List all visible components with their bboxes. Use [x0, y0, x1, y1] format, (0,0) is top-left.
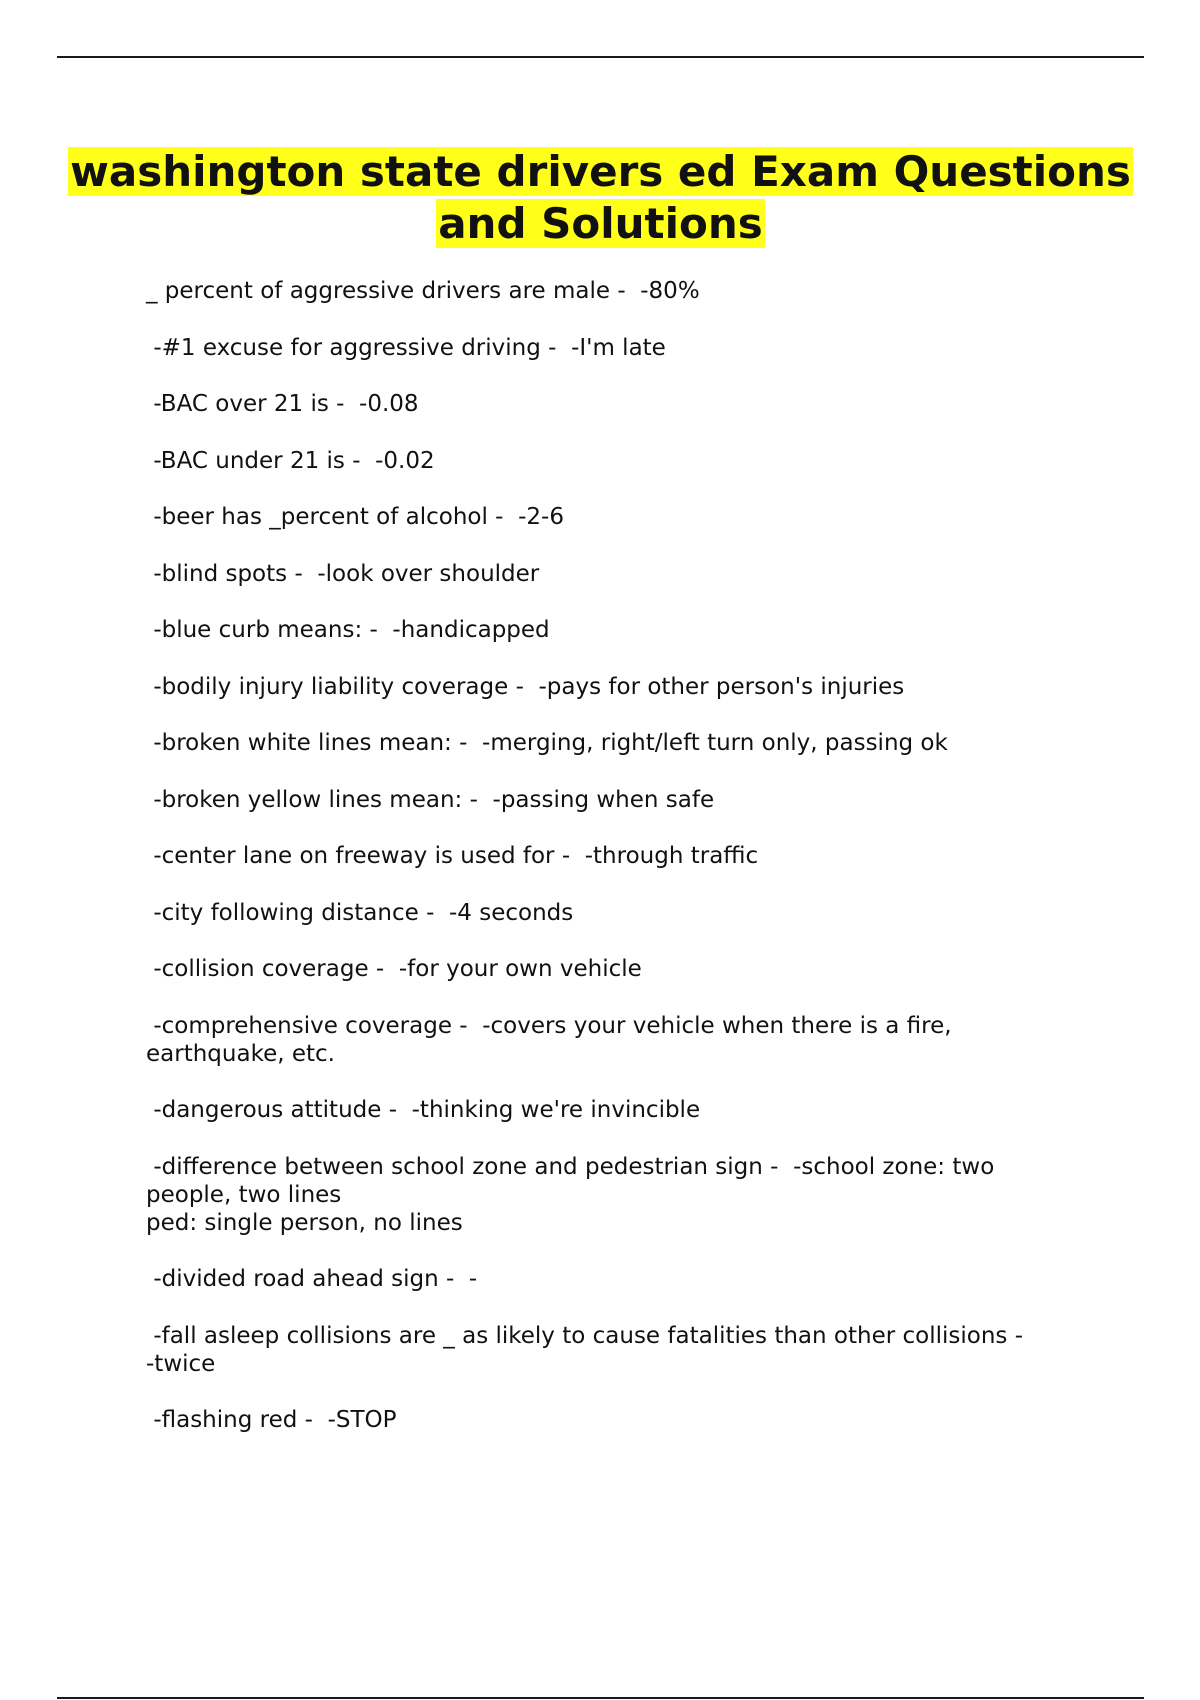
qa-item: -city following distance - -4 seconds: [146, 899, 574, 926]
qa-item: -bodily injury liability coverage - -pays for other person's injuries: [146, 673, 905, 700]
qa-item: -#1 excuse for aggressive driving - -I'm late: [146, 334, 666, 361]
qa-item: -fall asleep collisions are _ as likely to cause fatalities than other collisions - -twice: [146, 1322, 1023, 1377]
qa-item: -divided road ahead sign - -: [146, 1266, 478, 1292]
qa-item: -BAC over 21 is - -0.08: [146, 391, 419, 417]
qa-item: -dangerous attitude - -thinking we're invincible: [146, 1097, 701, 1123]
top-rule: [57, 56, 1144, 58]
qa-item: _ percent of aggressive drivers are male - -80%: [146, 278, 700, 304]
qa-item: -difference between school zone and pedestrian sign - -school zone: two people, two lines ped: single person, no lines: [146, 1153, 995, 1236]
qa-item: -comprehensive coverage - -covers your vehicle when there is a fire, earthquake, etc.: [146, 1012, 952, 1067]
qa-item: -beer has _percent of alcohol - -2-6: [146, 504, 564, 530]
document-title: [57, 146, 1144, 250]
qa-item: -flashing red - -STOP: [146, 1407, 397, 1433]
qa-item: -broken white lines mean: - -merging, right/left turn only, passing ok: [146, 730, 948, 756]
document-title-highlight: washington state drivers ed Exam Questions and Solutions: [70, 147, 1131, 248]
title-block: [57, 146, 1144, 250]
qa-list: [146, 277, 1086, 1463]
qa-item: -blind spots - -look over shoulder: [146, 560, 540, 587]
qa-item: -BAC under 21 is - -0.02: [146, 447, 435, 474]
qa-item: -collision coverage - -for your own vehicle: [146, 956, 642, 982]
bottom-rule: [57, 1697, 1144, 1699]
qa-item: -blue curb means: - -handicapped: [146, 617, 550, 643]
qa-item: -broken yellow lines mean: - -passing when safe: [146, 786, 715, 813]
qa-item: -center lane on freeway is used for - -through traffic: [146, 843, 759, 869]
